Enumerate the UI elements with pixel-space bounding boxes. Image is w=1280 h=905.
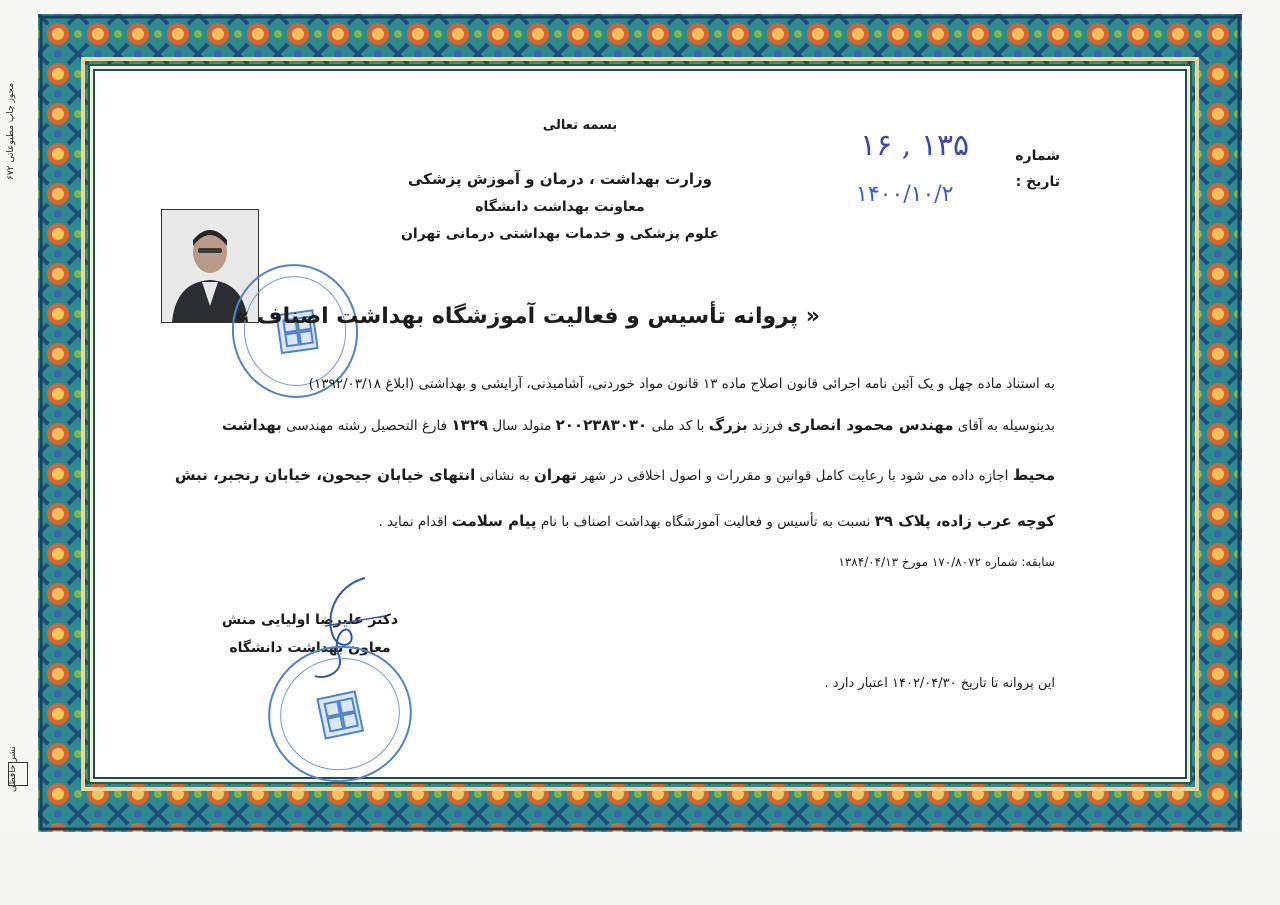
degree-label: فارغ التحصیل رشته مهندسی [286, 418, 448, 434]
national-id-value: ۲۰۰۲۳۸۳۰۳۰ [555, 416, 648, 434]
son-of-label: فرزند [751, 418, 784, 434]
date-label: تاریخ : [1015, 174, 1060, 190]
signatory-name: دکتر علیرضا اولیایی منش [221, 612, 399, 628]
grant-intro-text: بدینوسیله به آقای [957, 418, 1055, 434]
precedent-reference: سابقه: شماره ۱۷۰/۸۰۷۲ مورخ ۱۳۸۴/۰۴/۱۳ [838, 555, 1055, 569]
school-name: پیام سلامت [451, 512, 537, 530]
number-label: شماره [1015, 148, 1060, 164]
ministry-name: وزارت بهداشت ، درمان و آموزش پزشکی [408, 170, 712, 188]
address-label: به نشانی [479, 468, 530, 484]
certificate-title: « پروانه تأسیس و فعالیت آموزشگاه بهداشت اصناف » [235, 304, 820, 329]
establishment-text: نسبت به تأسیس و فعالیت آموزشگاه بهداشت اصناف با نام [540, 514, 871, 530]
national-id-label: با کد ملی [651, 418, 705, 434]
father-name: بزرگ [708, 416, 748, 434]
degree-field-part1: بهداشت [221, 416, 282, 434]
page-bottom-margin [0, 832, 1280, 905]
permission-text: اجازه داده می شود با رعایت کامل قوانین و مقررات و اصول اخلاقی در شهر [581, 468, 1009, 484]
bismillah-heading: بسمه تعالی [542, 118, 618, 133]
body-line-3 [174, 466, 1055, 484]
city-name: تهران [534, 466, 577, 484]
deputy-name: معاونت بهداشت دانشگاه [475, 199, 645, 215]
validity-statement: این پروانه تا تاریخ ۱۴۰۲/۰۴/۳۰ اعتبار دارد . [824, 676, 1055, 691]
birth-year-label: متولد سال [492, 418, 552, 434]
body-line-4 [205, 512, 1055, 530]
degree-field-part2: محیط [1012, 466, 1055, 484]
letter-date-handwritten: ۱۴۰۰/۱۰/۲ [856, 182, 954, 207]
legal-basis-text: به استناد ماده چهل و یک آئین نامه اجرائی قانون اصلاح ماده ۱۳ قانون مواد خوردنی، آشامیدنی، آرایشی و بهداشتی (ابلاغ ۱۳۹۲/۰۳/۱۸) [308, 376, 1055, 392]
printer-license-text: مجوز چاپ مطبوعاتی ۶۷۲ [6, 82, 16, 180]
action-text: اقدام نماید . [378, 514, 448, 530]
birth-year-value: ۱۳۲۹ [451, 416, 489, 434]
body-line-1 [205, 376, 1055, 392]
publisher-logo-icon [8, 762, 28, 786]
signatory-title: معاون بهداشت دانشگاه [229, 640, 391, 656]
body-line-2 [205, 416, 1055, 434]
address-part1: انتهای خیابان جیحون، خیابان رنجبر، نبش [174, 466, 476, 484]
stamp-emblem-icon [316, 690, 364, 739]
publisher-text: نشر حافظی [8, 746, 18, 792]
letter-number-handwritten: ۱۶ , ۱۳۵ [860, 128, 970, 163]
holder-name: مهندس محمود انصاری [787, 416, 954, 434]
address-part2: کوچه عرب زاده، پلاک ۳۹ [874, 512, 1055, 530]
university-name: علوم پزشکی و خدمات بهداشتی درمانی تهران [400, 226, 720, 242]
